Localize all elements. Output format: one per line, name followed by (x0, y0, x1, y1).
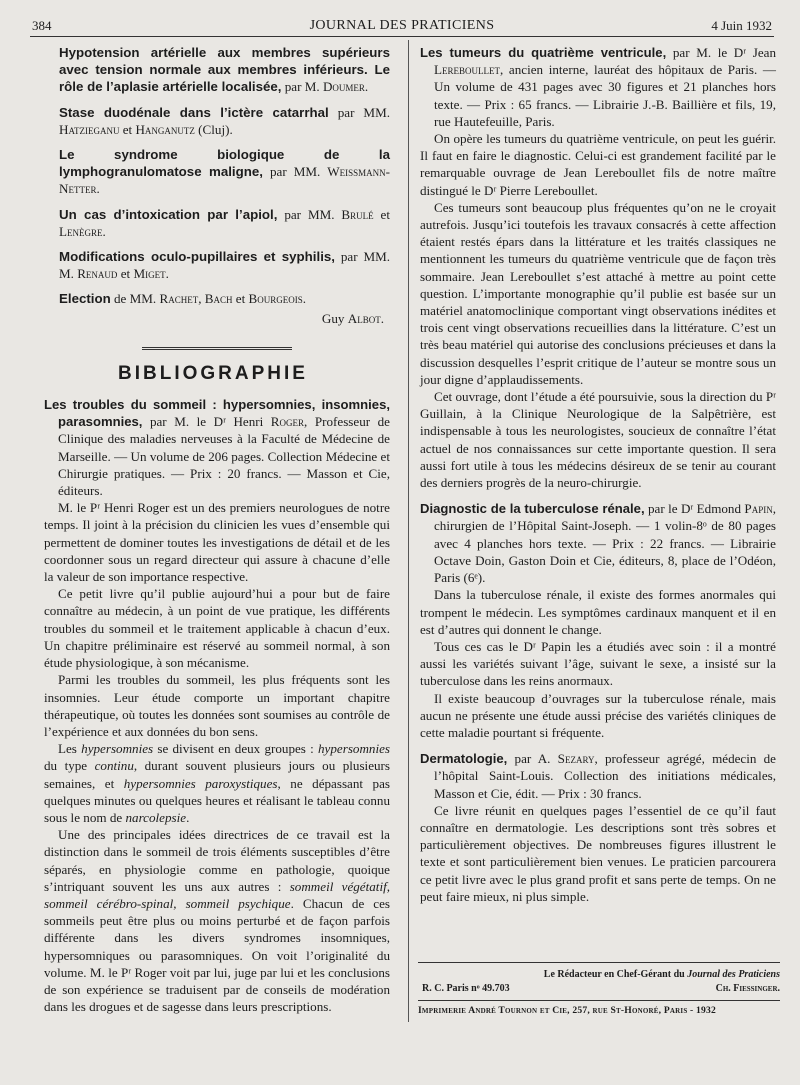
signature: Guy Albot. (321, 310, 384, 326)
book-reference-tuberculosis: Diagnostic de la tuberculose rénale, par le Dʳ Edmond Papin, chirurgien de l’Hôpital Saint-Joseph. — 1 volin-8ᵒ de 80 pages avec 4 planches hors texte. — Prix : 22 francs. — Librairie Octave Doin, Gaston Doin et Cie, éditeurs, 8, place de l’Odéon, Paris (6ᵉ). (420, 501, 776, 586)
election-entry: Election de MM. Rachet, Bach et Bourgeois. (59, 291, 307, 307)
left-column (44, 44, 390, 1015)
review-paragraph: Dans la tuberculose rénale, il existe des formes anormales qui trompent le médecin. Les symptômes cardinaux manquent et il en est d’autres qui donnent le change. (420, 587, 776, 637)
imprint-footer (418, 962, 780, 1018)
review-paragraph: Ce livre réunit en quelques pages l’essentiel de ce qu’il faut connaître en dermatologie. Les descriptions sont très sobres et particulièrement objectives. De nombreuses figures illustrent le texte et sont particulièrement bien venues. Le praticien parcourera ce petit livre avec le plus grand profit et sans perte de temps. On ne peut faire mieux, ni plus simple. (420, 802, 776, 904)
printer-line: Imprimerie André Tournon et Cie, 257, rue St-Honoré, Paris - 1932 (418, 1000, 780, 1018)
review-paragraph: Ce petit livre qu’il publie aujourd’hui a pour but de faire connaître au médecin, à un point de vue pratique, les différents troubles du sommeil et le traitement applicable à chacun d’eux. Un chapitre préliminaire est réservé au sommeil normal, à son étude physiologique, à son mécanisme. (44, 586, 390, 671)
session-entry-4: Un cas d’intoxication par l’apiol, par MM. Brulé et Lenègre. (59, 206, 390, 239)
registration-line: R. C. Paris nᵒ 49.703 Ch. Fiessinger. (422, 983, 780, 994)
book-reference-tumours: Les tumeurs du quatrième ventricule, par M. le Dʳ Jean Lereboullet, ancien interne, lauréat des hôpitaux de Paris. — Un volume de 431 pages avec 30 figures et 21 planches hors texte. — Prix : 65 francs. — Librairie J.-B. Baillière et fils, 19, rue Hautefeuille, Paris. (420, 45, 776, 129)
page-number: 384 (32, 18, 52, 33)
review-paragraph: M. le Pʳ Henri Roger est un des premiers neurologues de notre temps. Il joint à la précision du clinicien les vues d’ensemble qui permettent de dominer toutes les investigations de détail et de les coordonner sous un regard directeur qui assure à chacune d’elle la valeur de son importance respective. (44, 500, 390, 585)
header-rule (30, 36, 774, 37)
review-paragraph: Il existe beaucoup d’ouvrages sur la tuberculose rénale, mais aucun ne présente une étude aussi précise des variétés cliniques de cette maladie pourtant si fréquente. (420, 690, 776, 740)
issue-date: 4 Juin 1932 (711, 18, 772, 33)
session-entry-3: Le syndrome biologique de la lymphogranulomatose maligne, par MM. Weissmann-Netter. (59, 147, 390, 197)
review-paragraph: Ces tumeurs sont beaucoup plus fréquentes qu’on ne le croyait autrefois. Jusqu’ici toutefois les travaux consacrés à cette affection étaient restés épars dans la littérature et les traités classiques ne mentionnent les tumeurs du quatrième ventricule que de façon très sommaire. Jean Lereboullet s’est attaché à mettre au point cette question. L’importante monographie qu’il publie est basée sur un matériel anatomoclinique comportant vingt observations inédites et trois cent vingt observations recueillies dans la littérature. C’est un très beau matériel qui autorise des conclusions précieuses et dans la discussion desquelles l’esprit critique de l’auteur se montre sous un jour digne d’applaudissements. (420, 199, 776, 387)
session-entry-2: Stase duodénale dans l’ictère catarrhal par MM. Hatzieganu et Hanganutz (Cluj). (59, 104, 390, 137)
running-header (32, 14, 772, 36)
book-reference-dermatology: Dermatologie, par A. Sezary, professeur agrégé, médecin de l’hôpital Saint-Louis. Collection des initiations médicales, Masson et Cie, édit. — Prix : 30 francs. (420, 751, 776, 801)
review-paragraph: On opère les tumeurs du quatrième ventricule, on peut les guérir. Il faut en faire le diagnostic. Celui-ci est grandement facilité par le remarquable ouvrage de Jean Lereboullet fils de notre maître distingué le Dʳ Pierre Lereboullet. (420, 131, 776, 198)
session-entry-1: Hypotension artérielle aux membres supérieurs avec tension normale aux membres inférieurs. Le rôle de l’aplasie artérielle localisée, par M. Doumer. (59, 45, 390, 95)
column-divider (408, 40, 409, 1022)
session-entry-5: Modifications oculo-pupillaires et syphilis, par MM. M. Renaud et Miget. (59, 249, 390, 282)
review-paragraph: Tous ces cas le Dʳ Papin les a étudiés avec soin : il a montré aussi les variétés suivant l’âge, suivant le sexe, a insisté sur la tuberculose dans les reins anormaux. (420, 638, 776, 689)
editor-line: Le Rédacteur en Chef-Gérant du Journal des Praticiens (543, 969, 780, 980)
review-paragraph: Cet ouvrage, dont l’étude a été poursuivie, sous la direction du Pʳ Guillain, à la Clinique Neurologique de la Salpêtrière, est indispensable à tous les neurologistes, soucieux de connaître l’état actuel de nos connaissances sur cette importante question. Il sera aussi fort utile à tous les médecins désireux de se tenir au courant des derniers progrès de la neuro-chirurgie. (420, 389, 776, 491)
section-title: BIBLIOGRAPHIE (118, 362, 308, 384)
journal-title: JOURNAL DES PRATICIENS (309, 18, 495, 33)
section-rule (142, 347, 292, 353)
review-paragraph: Une des principales idées directrices de ce travail est la distinction dans le sommeil de trois éléments susceptibles d’être séparés, en physiologie comme en pathologie, quoique s’intriquant souvent les uns aux autres : sommeil végétatif, sommeil cérébro-spinal, sommeil psychique. Chacun de ces sommeils peut être plus ou moins perturbé et de façon parfois différente dans les divers syndromes insomniques, hypersomniques ou parasomniques. On voit l’originalité du volume. M. le Pʳ Roger voit par lui, juge par lui et les conclusions de son expérience se traduisent par de conseils de modération dans les drogues et de sagesse dans leurs prescriptions. (44, 827, 391, 1015)
book-reference-sleep: Les troubles du sommeil : hypersomnies, insomnies, parasomnies, par M. le Dʳ Henri Roger, Professeur de Clinique des maladies nerveuses à la Faculté de Médecine de Marseille. — Un volume de 206 pages. Collection Médecine et Chirurgie pratiques. — Prix : 20 francs. — Masson et Cie, éditeurs. (44, 397, 390, 499)
review-paragraph: Les hypersomnies se divisent en deux groupes : hypersomnies du type continu, durant souvent plusieurs jours ou plusieurs semaines, et hypersomnies paroxystiques, ne dépassant pas quelques minutes ou quelques heures et réalisant le tableau connu sous le nom de narcolepsie. (44, 741, 391, 825)
footer-rule (418, 962, 780, 963)
right-column (420, 44, 776, 905)
review-paragraph: Parmi les troubles du sommeil, les plus fréquents sont les insomnies. Leur étude comporte un important chapitre thérapeutique, où toutes les données sont soumises au contrôle de l’expérience et aux données du bon sens. (44, 672, 390, 739)
